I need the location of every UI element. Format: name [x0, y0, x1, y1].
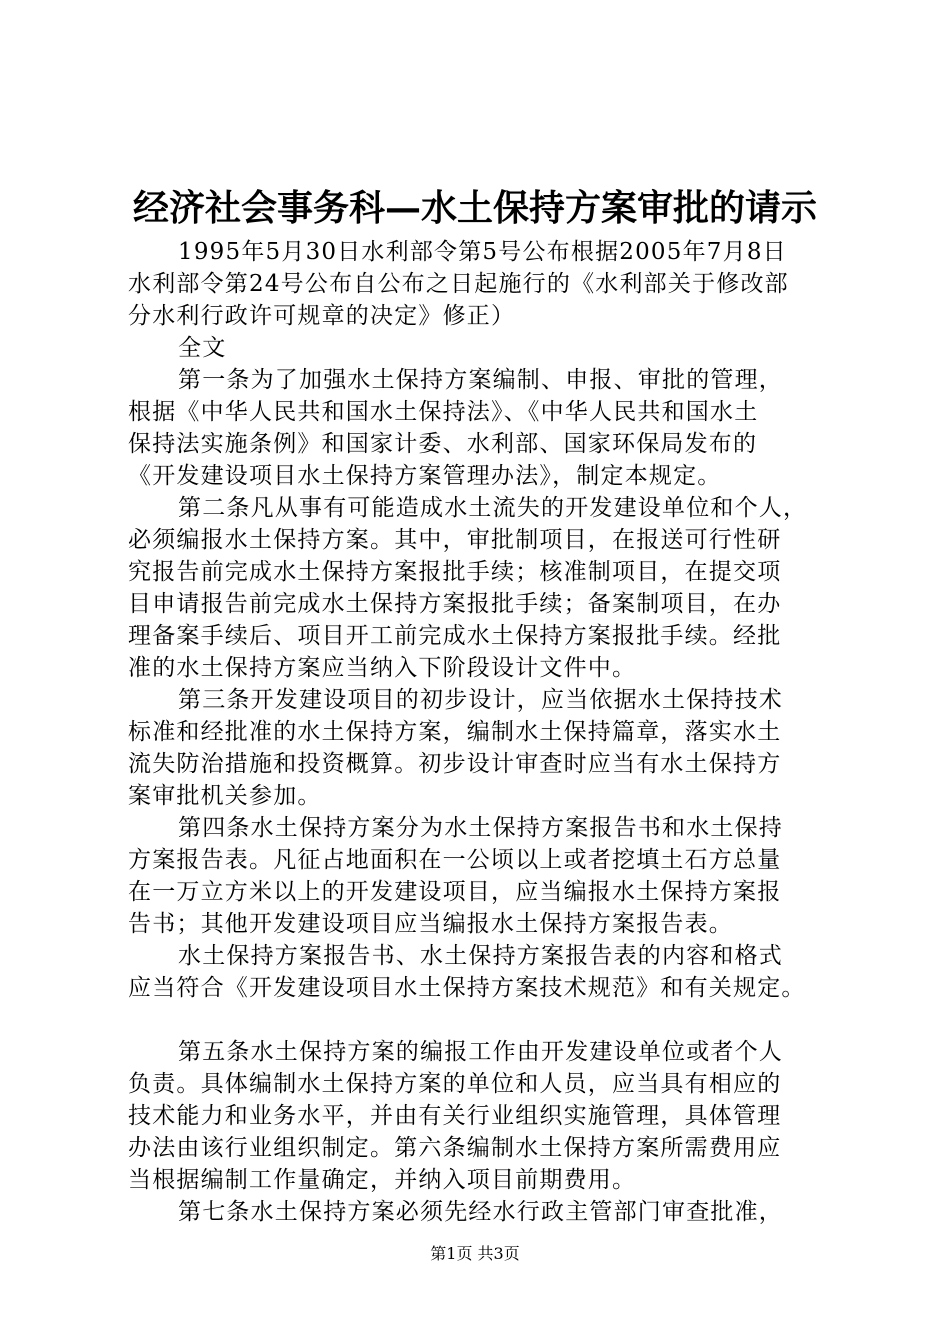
- paragraph-line: 在一万立方米以上的开发建设项目，应当编报水土保持方案报: [128, 879, 782, 905]
- paragraph-line: 第二条凡从事有可能造成水土流失的开发建设单位和个人，: [178, 495, 808, 521]
- paragraph-line: 究报告前完成水土保持方案报批手续；核准制项目，在提交项: [128, 559, 782, 585]
- paragraph-line: 必须编报水土保持方案。其中，审批制项目，在报送可行性研: [128, 527, 782, 553]
- page-footer: 第1页 共3页: [430, 1244, 520, 1263]
- paragraph-line: 理备案手续后、项目开工前完成水土保持方案报批手续。经批: [128, 623, 782, 649]
- paragraph-line: 办法由该行业组织制定。第六条编制水土保持方案所需费用应: [128, 1135, 782, 1161]
- paragraph-line: 负责。具体编制水土保持方案的单位和人员，应当具有相应的: [128, 1071, 782, 1097]
- paragraph-line: 方案报告表。凡征占地面积在一公顷以上或者挖填土石方总量: [128, 847, 782, 873]
- paragraph-line: 告书；其他开发建设项目应当编报水土保持方案报告表。: [128, 911, 733, 937]
- paragraph-line: 分水利行政许可规章的决定》修正）: [128, 303, 516, 329]
- paragraph-line: 保持法实施条例》和国家计委、水利部、国家环保局发布的: [128, 431, 758, 457]
- paragraph-line: 技术能力和业务水平，并由有关行业组织实施管理，具体管理: [128, 1103, 782, 1129]
- paragraph-line: 第四条水土保持方案分为水土保持方案报告书和水土保持: [178, 815, 783, 841]
- paragraph-line: 第五条水土保持方案的编报工作由开发建设单位或者个人: [178, 1039, 783, 1065]
- paragraph-line: 应当符合《开发建设项目水土保持方案技术规范》和有关规定。: [128, 975, 806, 1001]
- paragraph-line: 第三条开发建设项目的初步设计，应当依据水土保持技术: [178, 687, 783, 713]
- paragraph-line: 标准和经批准的水土保持方案，编制水土保持篇章，落实水土: [128, 719, 782, 745]
- paragraph-line: 案审批机关参加。: [128, 783, 322, 809]
- paragraph-line: 目申请报告前完成水土保持方案报批手续；备案制项目，在办: [128, 591, 782, 617]
- paragraph-line: 第七条水土保持方案必须先经水行政主管部门审查批准，: [178, 1199, 783, 1225]
- paragraph-line: 水利部令第24号公布自公布之日起施行的《水利部关于修改部: [128, 271, 789, 297]
- paragraph-line: 第一条为了加强水土保持方案编制、申报、审批的管理，: [178, 367, 783, 393]
- document-title: 经济社会事务科—水土保持方案审批的请示: [132, 187, 817, 229]
- paragraph-line: 全文: [178, 335, 227, 361]
- paragraph-line: 流失防治措施和投资概算。初步设计审查时应当有水土保持方: [128, 751, 782, 777]
- document-body: [128, 236, 834, 1228]
- paragraph-line: 根据《中华人民共和国水土保持法》、《中华人民共和国水土: [128, 399, 759, 425]
- paragraph-line: 水土保持方案报告书、水土保持方案报告表的内容和格式: [178, 943, 783, 969]
- paragraph-line: 《开发建设项目水土保持方案管理办法》，制定本规定。: [128, 463, 722, 489]
- blank-line: [128, 1004, 834, 1036]
- paragraph-line: 准的水土保持方案应当纳入下阶段设计文件中。: [128, 655, 637, 681]
- paragraph-line: 当根据编制工作量确定，并纳入项目前期费用。: [128, 1167, 637, 1193]
- paragraph-line: 1995年5月30日水利部令第5号公布根据2005年7月8日: [178, 239, 787, 265]
